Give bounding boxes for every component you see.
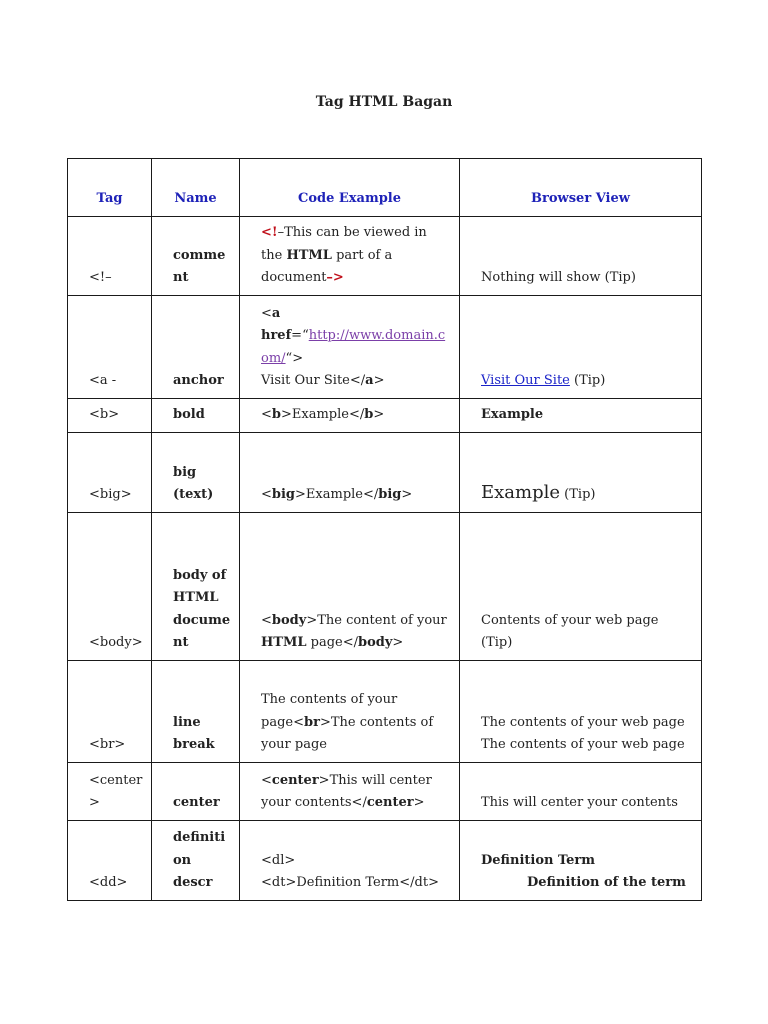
- code-tag: center: [366, 795, 414, 811]
- code-open-marker: <!: [261, 225, 278, 241]
- bold-example: Example: [481, 407, 544, 423]
- domain-url-link[interactable]: http://www.domain.com/: [261, 328, 446, 366]
- code-line: <dt>Definition Term</dt>: [261, 875, 439, 891]
- code-equals: =“: [291, 328, 309, 344]
- code-text: part of a document: [261, 247, 393, 286]
- code-tag: body: [271, 612, 307, 628]
- code-dash: –: [277, 225, 285, 241]
- code-text: This can be viewed in the: [261, 225, 427, 263]
- code-tag-a: a: [271, 305, 281, 321]
- tag-cell: <!–: [68, 217, 152, 296]
- name-cell: bold: [152, 399, 240, 433]
- code-bracket: >: [373, 407, 385, 423]
- table-row: [68, 763, 702, 821]
- code-bracket: </: [349, 373, 366, 389]
- code-bracket: <: [261, 305, 272, 321]
- visit-our-site-link[interactable]: Visit Our Site: [481, 373, 570, 389]
- code-cell: [240, 513, 460, 661]
- code-text: >Example</: [281, 407, 365, 423]
- name-cell: anchor: [152, 296, 240, 399]
- definition-term: Definition Term: [481, 852, 596, 868]
- name-cell: definition descr: [152, 821, 240, 901]
- view-cell: [460, 433, 702, 513]
- code-text: page</: [306, 635, 358, 651]
- header-name: Name: [152, 159, 240, 217]
- code-text: >The contents of your page: [261, 714, 434, 753]
- table-row: [68, 433, 702, 513]
- code-tag: b: [271, 407, 281, 423]
- code-bracket: >: [413, 795, 425, 811]
- code-cell: [240, 661, 460, 763]
- code-cell: [240, 763, 460, 821]
- big-example: Example: [481, 482, 561, 504]
- header-tag: Tag: [68, 159, 152, 217]
- view-cell: [460, 296, 702, 399]
- code-text: The contents of your page<: [261, 692, 398, 730]
- table-row: [68, 513, 702, 661]
- table-row: [68, 661, 702, 763]
- header-browser-view: Browser View: [460, 159, 702, 217]
- code-text: >This will center your contents</: [261, 772, 432, 811]
- tag-cell: <big>: [68, 433, 152, 513]
- name-cell: body of HTML document: [152, 513, 240, 661]
- tag-cell: <br>: [68, 661, 152, 763]
- tip-text: (Tip): [569, 373, 606, 389]
- code-cell: [240, 217, 460, 296]
- name-cell: comment: [152, 217, 240, 296]
- table-row: [68, 217, 702, 296]
- code-tag: center: [271, 772, 319, 788]
- code-href-attr: href: [261, 328, 292, 344]
- code-tag: big: [378, 487, 402, 503]
- code-tag: big: [271, 487, 296, 503]
- code-text: >The content of your: [306, 612, 447, 628]
- view-line: The contents of your web page: [481, 737, 685, 753]
- code-cell: [240, 296, 460, 399]
- document-title: Tag HTML Bagan: [315, 94, 453, 110]
- view-line: The contents of your web page: [481, 714, 685, 730]
- table-header-row: [68, 159, 702, 217]
- code-html: HTML: [261, 635, 307, 651]
- view-cell: [460, 399, 702, 433]
- code-tag: br: [303, 714, 320, 730]
- view-cell: Contents of your web page (Tip): [460, 513, 702, 661]
- code-tag: b: [364, 407, 374, 423]
- code-bracket: <: [261, 407, 272, 423]
- definition-description: Definition of the term: [527, 875, 686, 891]
- view-cell: [460, 821, 702, 901]
- table-row: [68, 821, 702, 901]
- name-cell: center: [152, 763, 240, 821]
- code-bracket: <: [261, 772, 272, 788]
- tip-text: (Tip): [560, 487, 596, 503]
- code-cell: [240, 433, 460, 513]
- code-tag: body: [358, 635, 393, 651]
- code-text: >Example</: [295, 487, 379, 503]
- tag-cell: <center>: [68, 763, 152, 821]
- code-tag-a: a: [365, 373, 374, 389]
- code-html: HTML: [286, 247, 332, 263]
- table-row: [68, 399, 702, 433]
- name-cell: big (text): [152, 433, 240, 513]
- view-cell: Nothing will show (Tip): [460, 217, 702, 296]
- view-cell: [460, 661, 702, 763]
- code-bracket: >: [392, 635, 404, 651]
- tag-cell: <body>: [68, 513, 152, 661]
- code-bracket: <: [261, 487, 272, 503]
- code-close-marker: –>: [326, 270, 344, 286]
- table-row: [68, 296, 702, 399]
- header-code-example: Code Example: [240, 159, 460, 217]
- code-line: <dl>: [261, 852, 296, 868]
- code-bracket: >: [373, 373, 385, 389]
- html-tags-table: [67, 158, 702, 901]
- name-cell: line break: [152, 661, 240, 763]
- tag-cell: <dd>: [68, 821, 152, 901]
- code-text: Visit Our Site: [261, 373, 350, 389]
- tag-cell: <a -: [68, 296, 152, 399]
- view-cell: This will center your contents: [460, 763, 702, 821]
- code-cell: [240, 821, 460, 901]
- code-quote: “>: [285, 350, 304, 366]
- code-bracket: >: [401, 487, 413, 503]
- code-cell: [240, 399, 460, 433]
- tag-cell: <b>: [68, 399, 152, 433]
- code-bracket: <: [261, 612, 272, 628]
